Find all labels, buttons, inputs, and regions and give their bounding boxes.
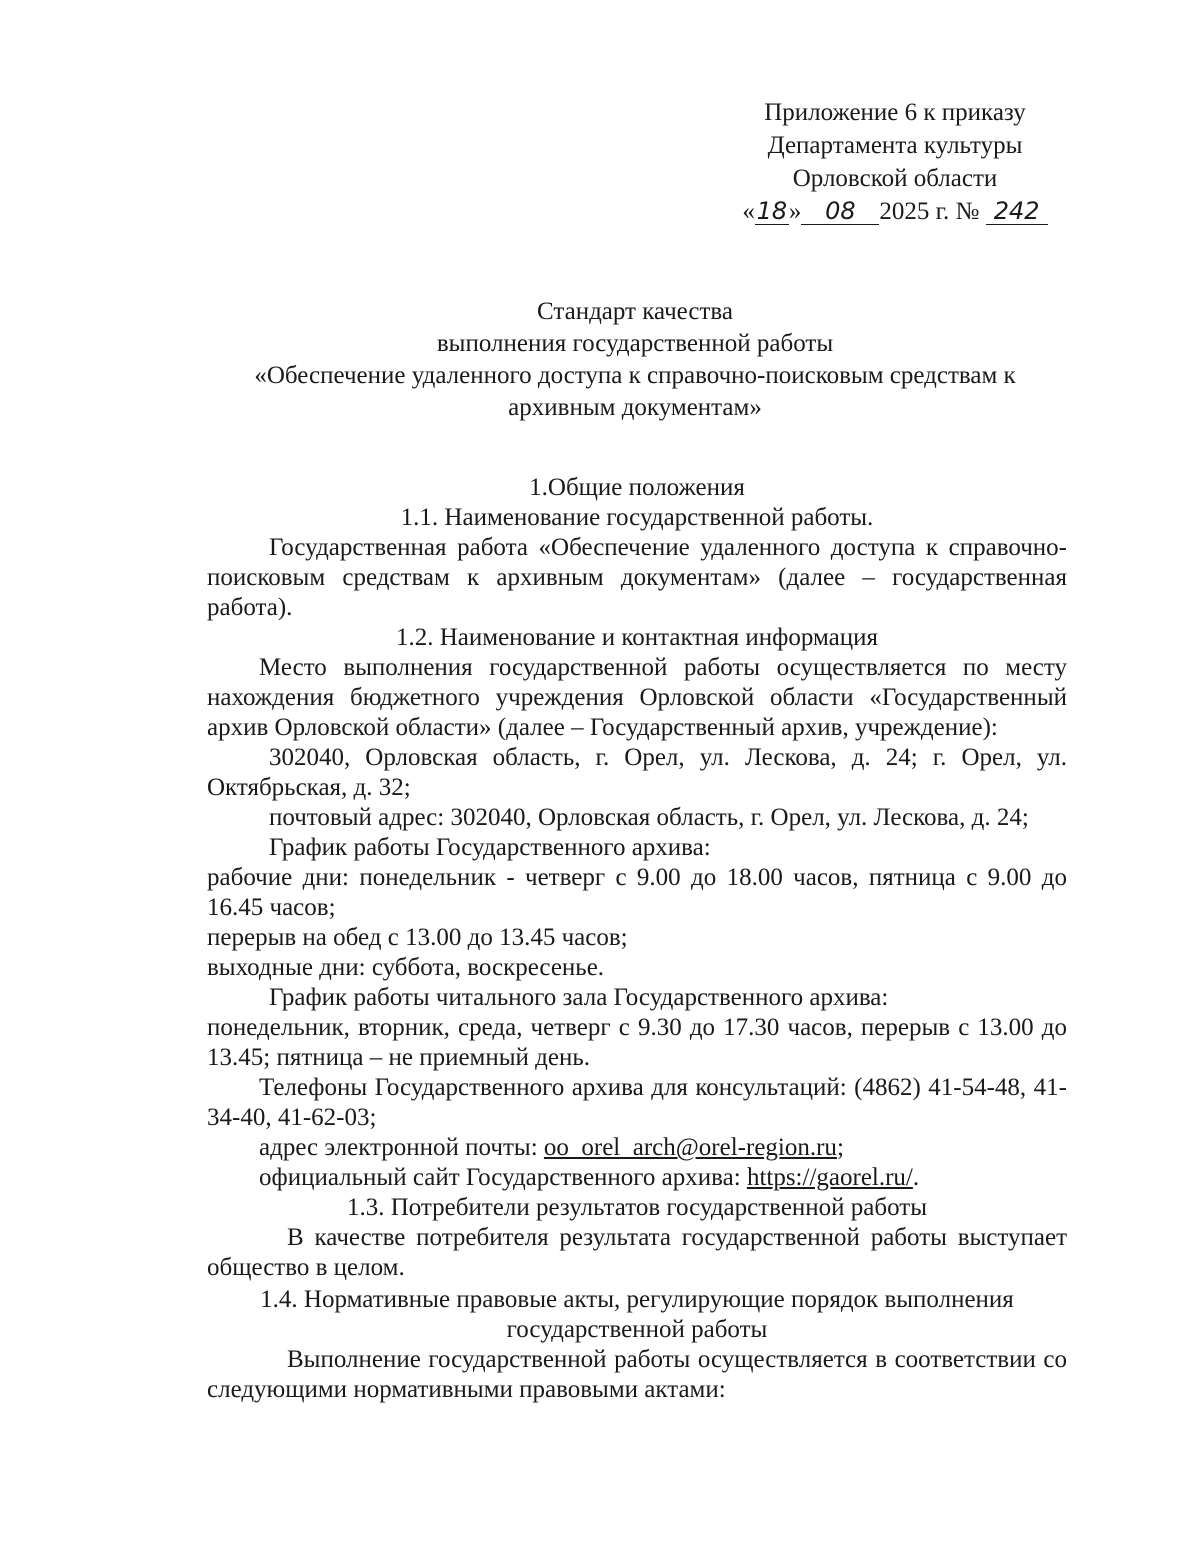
- section-1-4-heading-2: государственной работы: [506, 1316, 768, 1343]
- section-1-1-text: Государственная работа «Обеспечение удаленного доступа к справочно-поисковым средствам к архивным документам» (далее – государственная работа).: [207, 534, 1067, 621]
- workdays-text: рабочие дни: понедельник - четверг с 9.00 до 18.00 часов, пятница с 9.00 до 16.45 часов;: [207, 864, 1067, 921]
- date-year-text: 2025 г. №: [879, 198, 980, 225]
- reading-room-text: понедельник, вторник, среда, четверг с 9.30 до 17.30 часов, перерыв с 13.00 до 13.45; пятница – не приемный день.: [207, 1014, 1067, 1071]
- handwritten-month: 08: [801, 198, 879, 225]
- reading-room-heading: График работы читального зала Государственного архива:: [269, 984, 889, 1011]
- annex-line-2: Департамента культуры: [767, 132, 1023, 159]
- annex-line-1: Приложение 6 к приказу: [764, 99, 1026, 126]
- section-1-2-heading: 1.2. Наименование и контактная информация: [395, 624, 878, 651]
- annex-header: [700, 96, 1090, 228]
- email-line: [207, 1133, 1067, 1163]
- weekends-text: выходные дни: суббота, воскресенье.: [207, 954, 605, 981]
- section-1-4-text: Выполнение государственной работы осуществляется в соответствии со следующими нормативными правовыми актами:: [207, 1346, 1067, 1403]
- document-title: [200, 296, 1070, 424]
- annex-line-3: Орловской области: [792, 165, 998, 192]
- email-link[interactable]: oo_orel_arch@orel-region.ru: [543, 1134, 837, 1161]
- site-label: официальный сайт Государственного архива:: [259, 1164, 747, 1191]
- handwritten-order-number: 242: [986, 198, 1048, 225]
- section-1-1-heading: 1.1. Наименование государственной работы.: [400, 504, 874, 531]
- title-line-1: Стандарт качества: [537, 298, 733, 325]
- section-1-heading: 1.Общие положения: [529, 474, 745, 501]
- lunch-text: перерыв на обед с 13.00 до 13.45 часов;: [207, 924, 628, 951]
- section-1-3-heading: 1.3. Потребители результатов государственной работы: [346, 1194, 928, 1221]
- email-end: ;: [836, 1134, 844, 1161]
- section-1-3-text: В качестве потребителя результата государственной работы выступает общество в целом.: [207, 1224, 1067, 1281]
- handwritten-day: 18: [756, 197, 788, 225]
- date-open-quote: «: [742, 198, 755, 225]
- section-1-4-heading-1: 1.4. Нормативные правовые акты, регулирующие порядок выполнения: [260, 1286, 1014, 1313]
- title-line-4: архивным документам»: [508, 394, 762, 421]
- title-line-2: выполнения государственной работы: [436, 330, 834, 357]
- order-date-line: [700, 195, 1090, 228]
- site-end: .: [912, 1164, 920, 1191]
- title-line-3: «Обеспечение удаленного доступа к справочно-поисковым средствам к: [254, 362, 1016, 389]
- site-line: [207, 1163, 1067, 1193]
- email-label: адрес электронной почты:: [259, 1134, 544, 1161]
- address-text: 302040, Орловская область, г. Орел, ул. Лескова, д. 24; г. Орел, ул. Октябрьская, д. 32;: [207, 744, 1067, 801]
- document-body: [207, 473, 1067, 1405]
- postal-address: почтовый адрес: 302040, Орловская область, г. Орел, ул. Лескова, д. 24;: [269, 804, 1029, 831]
- schedule-heading: График работы Государственного архива:: [269, 834, 711, 861]
- phones-text: Телефоны Государственного архива для консультаций: (4862) 41-54-48, 41-34-40, 41-62-03;: [207, 1074, 1067, 1131]
- site-link[interactable]: https://gaorel.ru/: [746, 1164, 913, 1191]
- section-1-2-text: Место выполнения государственной работы осуществляется по месту нахождения бюджетного учреждения Орловской области «Государственный архив Орловской области» (далее – Государственный архив, учреждение):: [207, 654, 1067, 741]
- date-close-quote: »: [788, 198, 802, 225]
